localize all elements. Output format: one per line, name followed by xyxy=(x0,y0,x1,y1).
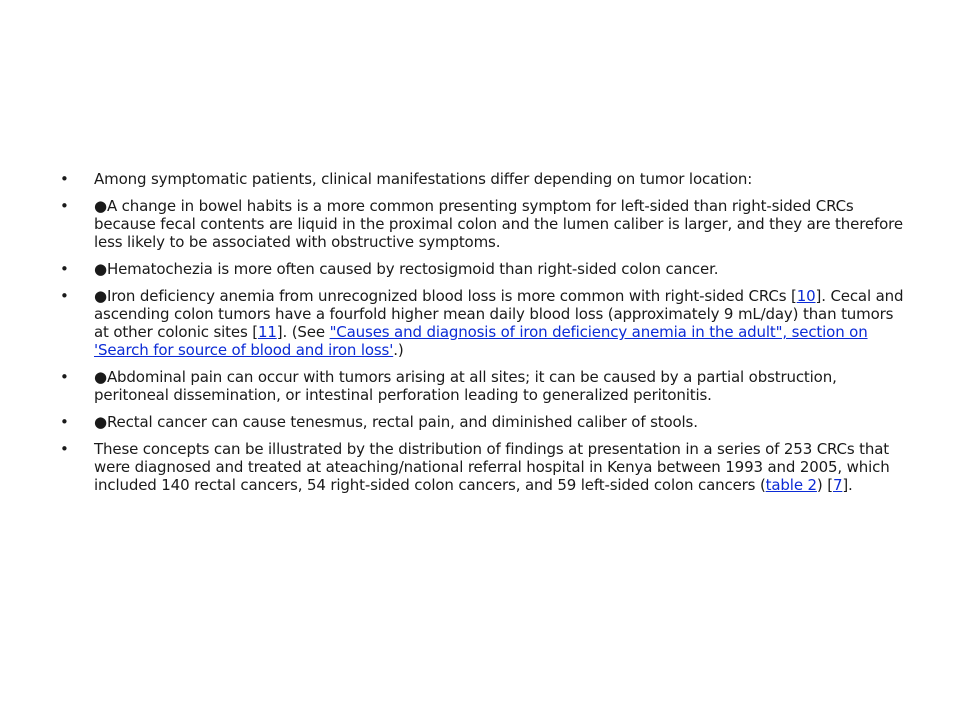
bullet-marker: • xyxy=(60,413,69,431)
bullet-text: ●Rectal cancer can cause tenesmus, rectal pain, and diminished caliber of stools. xyxy=(94,413,698,431)
bullet-text: Among symptomatic patients, clinical manifestations differ depending on tumor location: xyxy=(94,170,753,188)
bullet-text: ●A change in bowel habits is a more common presenting symptom for left-sided than right-sided CRCs because fecal contents are liquid in the proximal colon and the lumen caliber is larger, and they are therefore less likely to be associated with obstructive symptoms. xyxy=(94,197,903,251)
bullet-text: ]. (See xyxy=(276,323,330,341)
table-2-link[interactable]: table 2 xyxy=(765,476,817,494)
bullet-item xyxy=(60,260,910,278)
bullet-text: ]. xyxy=(842,476,853,494)
bullet-marker: • xyxy=(60,170,69,188)
bullet-item xyxy=(60,368,910,404)
bullet-marker: • xyxy=(60,287,69,305)
bullet-item xyxy=(60,413,910,431)
bullet-text: ) [ xyxy=(816,476,833,494)
reference-link-7[interactable]: 7 xyxy=(832,476,843,494)
bullet-marker: • xyxy=(60,368,69,386)
bullet-marker: • xyxy=(60,440,69,458)
bullet-item xyxy=(60,287,910,359)
bullet-text: ●Hematochezia is more often caused by rectosigmoid than right-sided colon cancer. xyxy=(94,260,719,278)
bullet-text: .) xyxy=(393,341,404,359)
reference-link-11[interactable]: 11 xyxy=(257,323,277,341)
bullet-item xyxy=(60,440,910,494)
bullet-text: These concepts can be illustrated by the distribution of findings at presentation in a series of 253 CRCs that were diagnosed and treated at ateaching/national referral hospital in Kenya between 1993 and 2005, which included 140 rectal cancers, 54 right-sided colon cancers, and 59 left-sided colon cancers ( xyxy=(94,440,890,494)
bullet-text: ●Abdominal pain can occur with tumors arising at all sites; it can be caused by a partial obstruction, peritoneal dissemination, or intestinal perforation leading to generalized peritonitis. xyxy=(94,368,837,404)
bullet-item xyxy=(60,197,910,251)
iron-deficiency-topic-link[interactable]: "Causes and diagnosis of iron deficiency anemia in the adult", section on 'Search for source of blood and iron loss' xyxy=(94,323,868,359)
reference-link-10[interactable]: 10 xyxy=(796,287,816,305)
bullet-marker: • xyxy=(60,197,69,215)
bullet-marker: • xyxy=(60,260,69,278)
bullet-list xyxy=(60,170,910,503)
bullet-text: ●Iron deficiency anemia from unrecognized blood loss is more common with right-sided CRCs [ xyxy=(94,287,797,305)
bullet-text: ]. Cecal and ascending colon tumors have a fourfold higher mean daily blood loss (approximately 9 mL/day) than tumors at other colonic sites [ xyxy=(94,287,904,341)
bullet-item xyxy=(60,170,910,188)
